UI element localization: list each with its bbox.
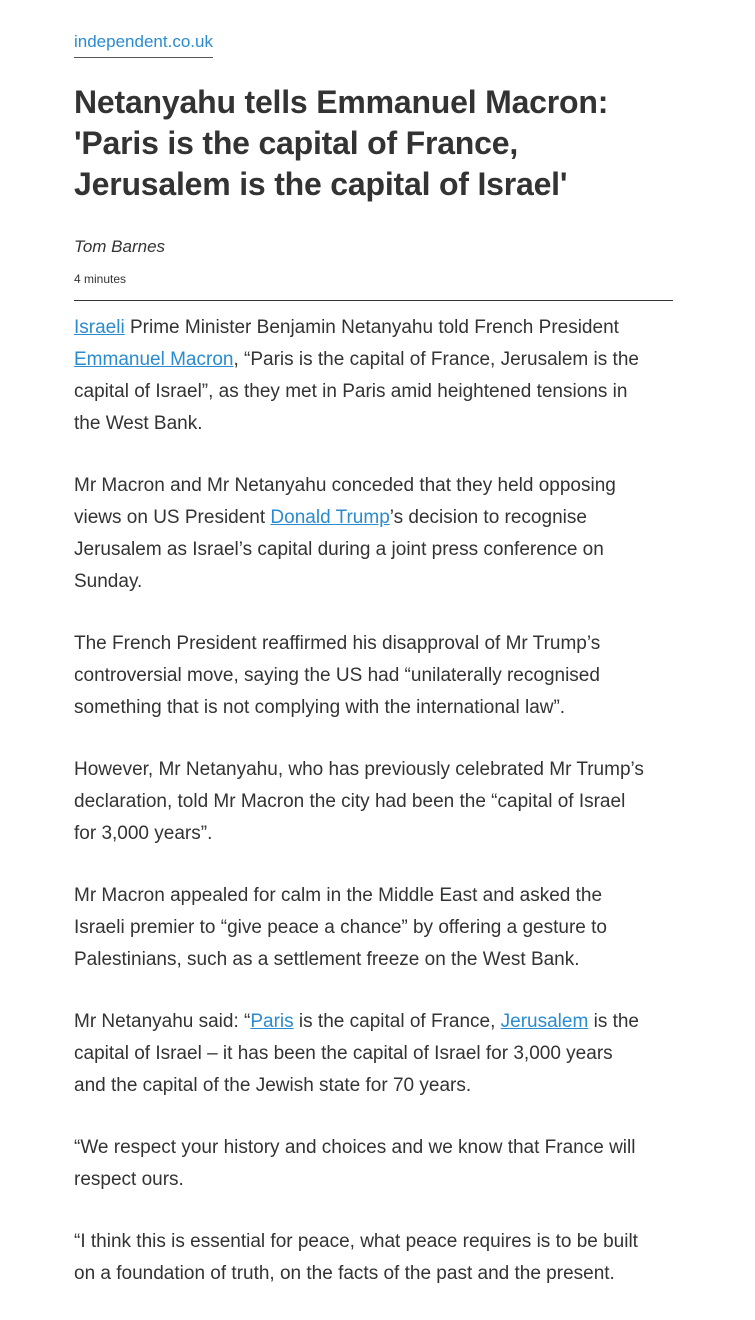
headline-line: Netanyahu tells Emmanuel Macron: [74, 84, 609, 120]
paragraph-line: capital of Israel – it has been the capital of Israel for 3,000 years [74, 1043, 613, 1064]
link-jerusalem[interactable]: Jerusalem [500, 1011, 589, 1032]
paragraph-line: respect ours. [74, 1169, 184, 1190]
article-headline [74, 82, 674, 205]
text-run: is the capital of France, [293, 1011, 501, 1032]
paragraph [74, 470, 674, 598]
author-byline: Tom Barnes [74, 237, 166, 256]
link-paris[interactable]: Paris [250, 1011, 294, 1032]
text-run: views on US President [74, 507, 271, 528]
article-body [74, 312, 674, 1320]
paragraph-line: on a foundation of truth, on the facts of the past and the present. [74, 1263, 615, 1284]
paragraph-line: Israeli premier to “give peace a chance” by offering a gesture to [74, 917, 607, 938]
paragraph-line: Jerusalem as Israel’s capital during a joint press conference on [74, 539, 604, 560]
paragraph-line: “I think this is essential for peace, what peace requires is to be built [74, 1231, 638, 1252]
paragraph [74, 880, 674, 976]
paragraph-line: and the capital of the Jewish state for 70 years. [74, 1075, 472, 1096]
text-run: ’s decision to recognise [389, 507, 587, 528]
paragraph-line [74, 1006, 674, 1038]
paragraph-line: Sunday. [74, 571, 143, 592]
headline-line: Jerusalem is the capital of Israel' [74, 166, 568, 202]
paragraph-line: capital of Israel”, as they met in Paris amid heightened tensions in [74, 381, 628, 402]
text-run: is the [588, 1011, 640, 1032]
paragraph-line: Mr Macron and Mr Netanyahu conceded that they held opposing [74, 475, 616, 496]
text-run: Mr Netanyahu said: “ [74, 1011, 251, 1032]
paragraph [74, 1226, 674, 1290]
text-run: , “Paris is the capital of France, Jerusalem is the [233, 349, 639, 370]
paragraph-line: controversial move, saying the US had “unilaterally recognised [74, 665, 600, 686]
paragraph [74, 628, 674, 724]
paragraph-line: Palestinians, such as a settlement freeze on the West Bank. [74, 949, 580, 970]
paragraph-line: The French President reaffirmed his disapproval of Mr Trump’s [74, 633, 601, 654]
text-run: Prime Minister Benjamin Netanyahu told French President [124, 317, 619, 338]
paragraph [74, 754, 674, 850]
paragraph-line: for 3,000 years”. [74, 823, 213, 844]
link-emmanuel-macron[interactable]: Emmanuel Macron [74, 349, 234, 370]
link-israeli[interactable]: Israeli [74, 317, 125, 338]
paragraph-line [74, 312, 674, 344]
paragraph-line: However, Mr Netanyahu, who has previously celebrated Mr Trump’s [74, 759, 644, 780]
paragraph-line: declaration, told Mr Macron the city had been the “capital of Israel [74, 791, 626, 812]
paragraph-line [74, 502, 674, 534]
paragraph-line [74, 344, 674, 376]
paragraph [74, 312, 674, 440]
read-time: 4 minutes [74, 272, 127, 286]
header-divider [74, 300, 673, 301]
paragraph [74, 1132, 674, 1196]
paragraph-line: the West Bank. [74, 413, 203, 434]
paragraph-line: Mr Macron appealed for calm in the Middle East and asked the [74, 885, 603, 906]
paragraph [74, 1006, 674, 1102]
paragraph-line: something that is not complying with the international law”. [74, 697, 566, 718]
source-link[interactable]: independent.co.uk [74, 31, 213, 58]
link-donald-trump[interactable]: Donald Trump [270, 507, 390, 528]
headline-line: 'Paris is the capital of France, [74, 125, 519, 161]
paragraph-line: “We respect your history and choices and we know that France will [74, 1137, 636, 1158]
